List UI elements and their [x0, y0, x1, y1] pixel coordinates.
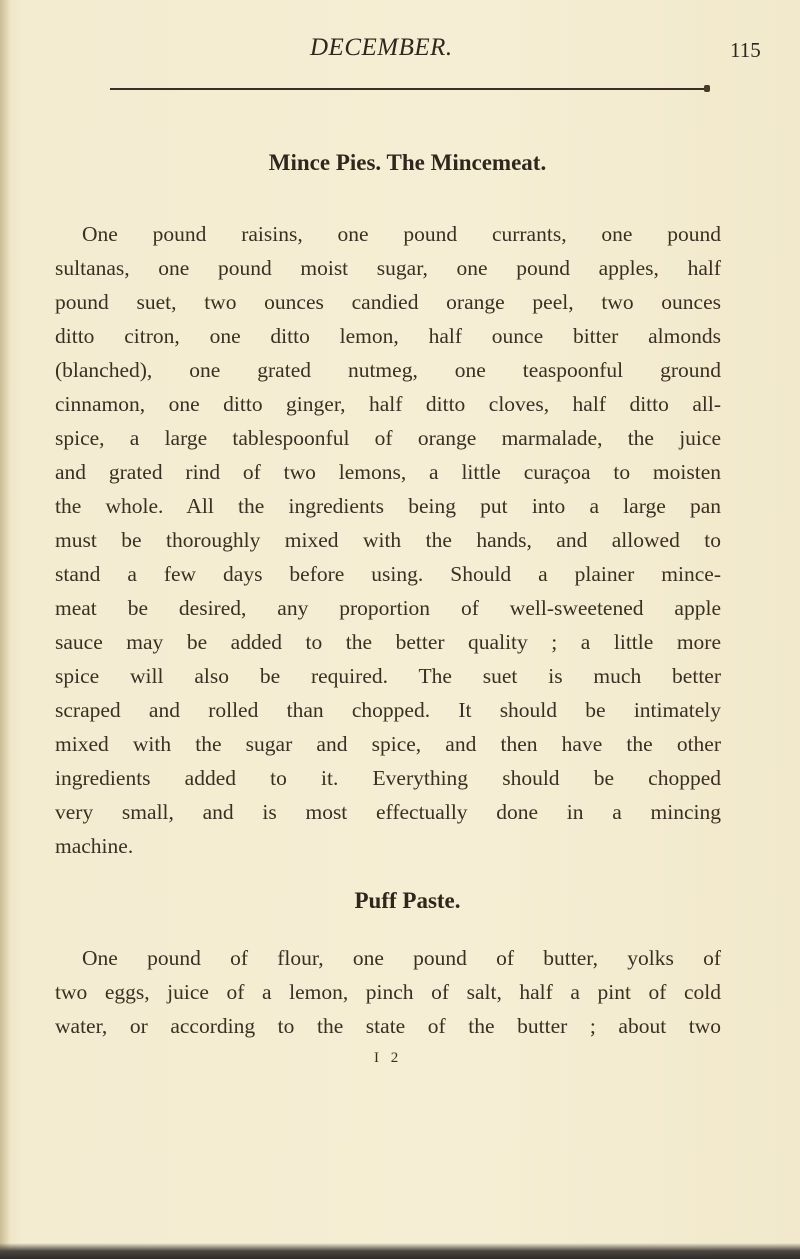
- text-line: sultanas, one pound moist sugar, one pound apples, half: [55, 256, 721, 280]
- running-head: DECEMBER.: [310, 34, 453, 61]
- text-line: the whole. All the ingredients being put into a large pan: [55, 494, 721, 518]
- page-bottom-edge: [0, 1243, 800, 1259]
- rule-ornament: [704, 85, 710, 92]
- text-line: spice, a large tablespoonful of orange marmalade, the juice: [55, 426, 721, 450]
- text-line: two eggs, juice of a lemon, pinch of salt, half a pint of cold: [55, 980, 721, 1004]
- text-line: stand a few days before using. Should a plainer mince-: [55, 562, 721, 586]
- text-line: scraped and rolled than chopped. It should be intimately: [55, 698, 721, 722]
- section-title-puff-paste: Puff Paste.: [354, 888, 461, 913]
- header-rule: [110, 88, 708, 90]
- gutter-shadow: [0, 0, 10, 1259]
- text-line: (blanched), one grated nutmeg, one teaspoonful ground: [55, 358, 721, 382]
- text-line: machine.: [55, 834, 134, 858]
- text-line: water, or according to the state of the butter ; about two: [55, 1014, 721, 1038]
- text-line: ditto citron, one ditto lemon, half ounce bitter almonds: [55, 324, 721, 348]
- text-line: pound suet, two ounces candied orange peel, two ounces: [55, 290, 721, 314]
- text-line: One pound raisins, one pound currants, one pound: [82, 222, 721, 246]
- text-line: One pound of flour, one pound of butter, yolks of: [82, 946, 721, 970]
- text-line: cinnamon, one ditto ginger, half ditto cloves, half ditto all-: [55, 392, 721, 416]
- text-line: and grated rind of two lemons, a little curaçoa to moisten: [55, 460, 721, 484]
- section-title-mince-pies: Mince Pies. The Mincemeat.: [268, 150, 547, 175]
- text-line: spice will also be required. The suet is much better: [55, 664, 721, 688]
- page-number: 115: [730, 38, 761, 62]
- text-line: meat be desired, any proportion of well-sweetened apple: [55, 596, 721, 620]
- text-line: sauce may be added to the better quality ; a little more: [55, 630, 721, 654]
- text-line: mixed with the sugar and spice, and then have the other: [55, 732, 721, 756]
- text-line: must be thoroughly mixed with the hands, and allowed to: [55, 528, 721, 552]
- signature-mark: I 2: [374, 1050, 403, 1066]
- text-line: ingredients added to it. Everything should be chopped: [55, 766, 721, 790]
- text-line: very small, and is most effectually done in a mincing: [55, 800, 721, 824]
